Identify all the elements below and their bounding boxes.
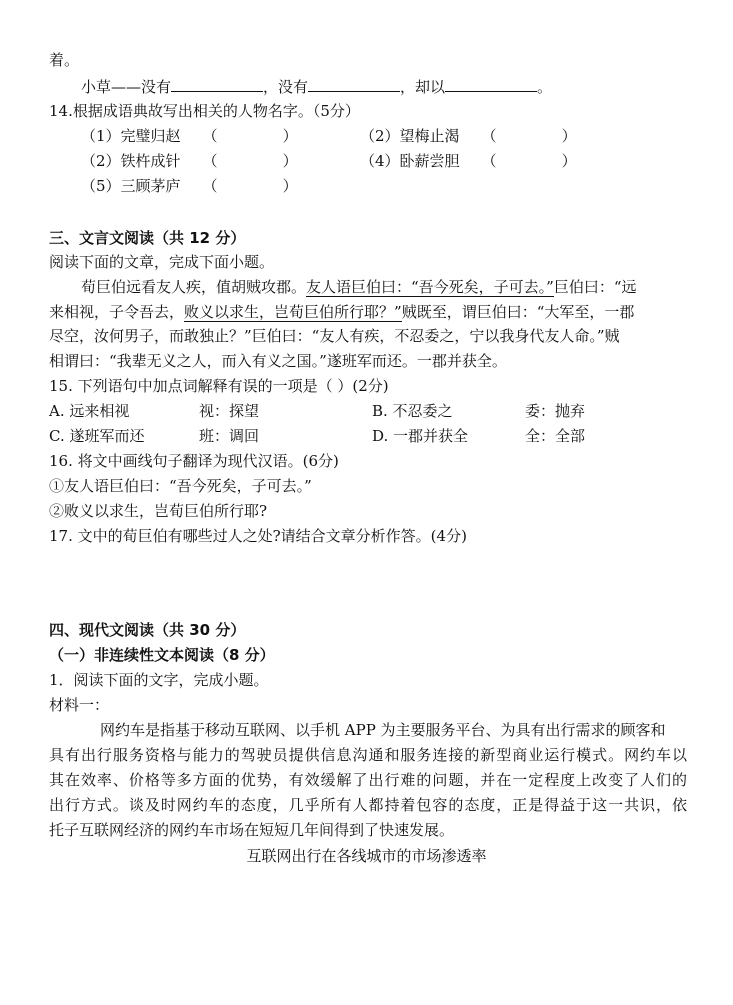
reading-instruction-2: 1．阅读下面的文字，完成小题。 [49,671,269,689]
line-continuation: 着。 [49,51,80,69]
idiom-item-2: （2）望梅止渴 （ ） [360,127,577,145]
translate-sentence-1: ①友人语巨伯曰：“吾今死矣，子可去。” [49,477,312,495]
option-a-meaning: 视：探望 [199,402,260,420]
option-b-word: B. 不忍委之 [372,402,453,420]
question-17: 17. 文中的荀巨伯有哪些过人之处?请结合文章分析作答。(4分) [49,527,467,545]
option-d-word: D. 一郡并获全 [372,427,469,445]
option-a-word: A. 远来相视 [49,402,130,420]
material-line-4: 出行方式。谈及时网约车的态度，几乎所有人都持着包容的态度，正是得益于这一共识，依 [49,796,687,814]
underlined-sentence-1: 友人语巨伯曰：“吾今死矣，子可去。” [306,278,554,296]
section-4-heading: 四、现代文阅读（共 30 分） [49,621,246,639]
reading-instruction: 阅读下面的文章，完成下面小题。 [49,253,275,271]
question-16: 16. 将文中画线句子翻译为现代汉语。(6分) [49,452,339,470]
material-line-3: 其在效率、价格等多方面的优势，有效缓解了出行难的问题，并在一定程度上改变了人们的 [49,771,687,789]
option-d-meaning: 全：全部 [525,427,586,445]
answer-blank-3[interactable] [445,76,537,92]
material-line-5: 托子互联网经济的网约车市场在短短几年间得到了快速发展。 [49,821,455,839]
option-c-meaning: 班：调回 [199,427,260,445]
subsection-1-heading: （一）非连续性文本阅读（8 分） [49,646,275,664]
question-14: 14.根据成语典故写出相关的人物名字。（5分） [49,102,360,120]
idiom-item-4: （4）卧薪尝胆 （ ） [360,152,577,170]
passage-line-2: 来相视，子令吾去，败义以求生，岂荀巨伯所行耶？”贼既至，谓巨伯曰：“大军至，一郡 [49,303,635,321]
fill-blank-line: 小草——没有 ，没有 ，却以 。 [81,78,553,96]
material-line-1: 网约车是指基于移动互联网、以手机 APP 为主要服务平台、为具有出行需求的顾客和 [100,721,666,739]
underlined-sentence-2: 败义以求生，岂荀巨伯所行耶？” [184,303,402,321]
idiom-item-3: （2）铁杵成针 （ ） [81,152,298,170]
answer-blank-2[interactable] [308,76,400,92]
material-line-2: 具有出行服务资格与能力的驾驶员提供信息沟通和服务连接的新型商业运行模式。网约车以 [49,746,687,764]
translate-sentence-2: ②败义以求生，岂荀巨伯所行耶? [49,502,268,520]
idiom-item-5: （5）三顾茅庐 （ ） [81,177,298,195]
material-label: 材料一： [49,696,110,714]
question-15: 15. 下列语句中加点词解释有误的一项是（ ）(2分) [49,377,389,395]
passage-line-4: 相谓曰：“我辈无义之人，而入有义之国。”遂班军而还。一郡并获全。 [49,352,507,370]
passage-line-3: 尽空，汝何男子，而敢独止？”巨伯曰：“友人有疾，不忍委之，宁以我身代友人命。”贼 [49,327,620,345]
idiom-item-1: （1）完璧归赵 （ ） [81,127,298,145]
chart-caption: 互联网出行在各线城市的市场渗透率 [246,847,487,865]
section-3-heading: 三、文言文阅读（共 12 分） [49,229,246,247]
answer-blank-1[interactable] [171,76,263,92]
option-b-meaning: 委：抛弃 [525,402,586,420]
option-c-word: C. 遂班军而还 [49,427,145,445]
passage-line-1: 荀巨伯远看友人疾，值胡贼攻郡。友人语巨伯曰：“吾今死矣，子可去。”巨伯曰：“远 [81,278,637,296]
